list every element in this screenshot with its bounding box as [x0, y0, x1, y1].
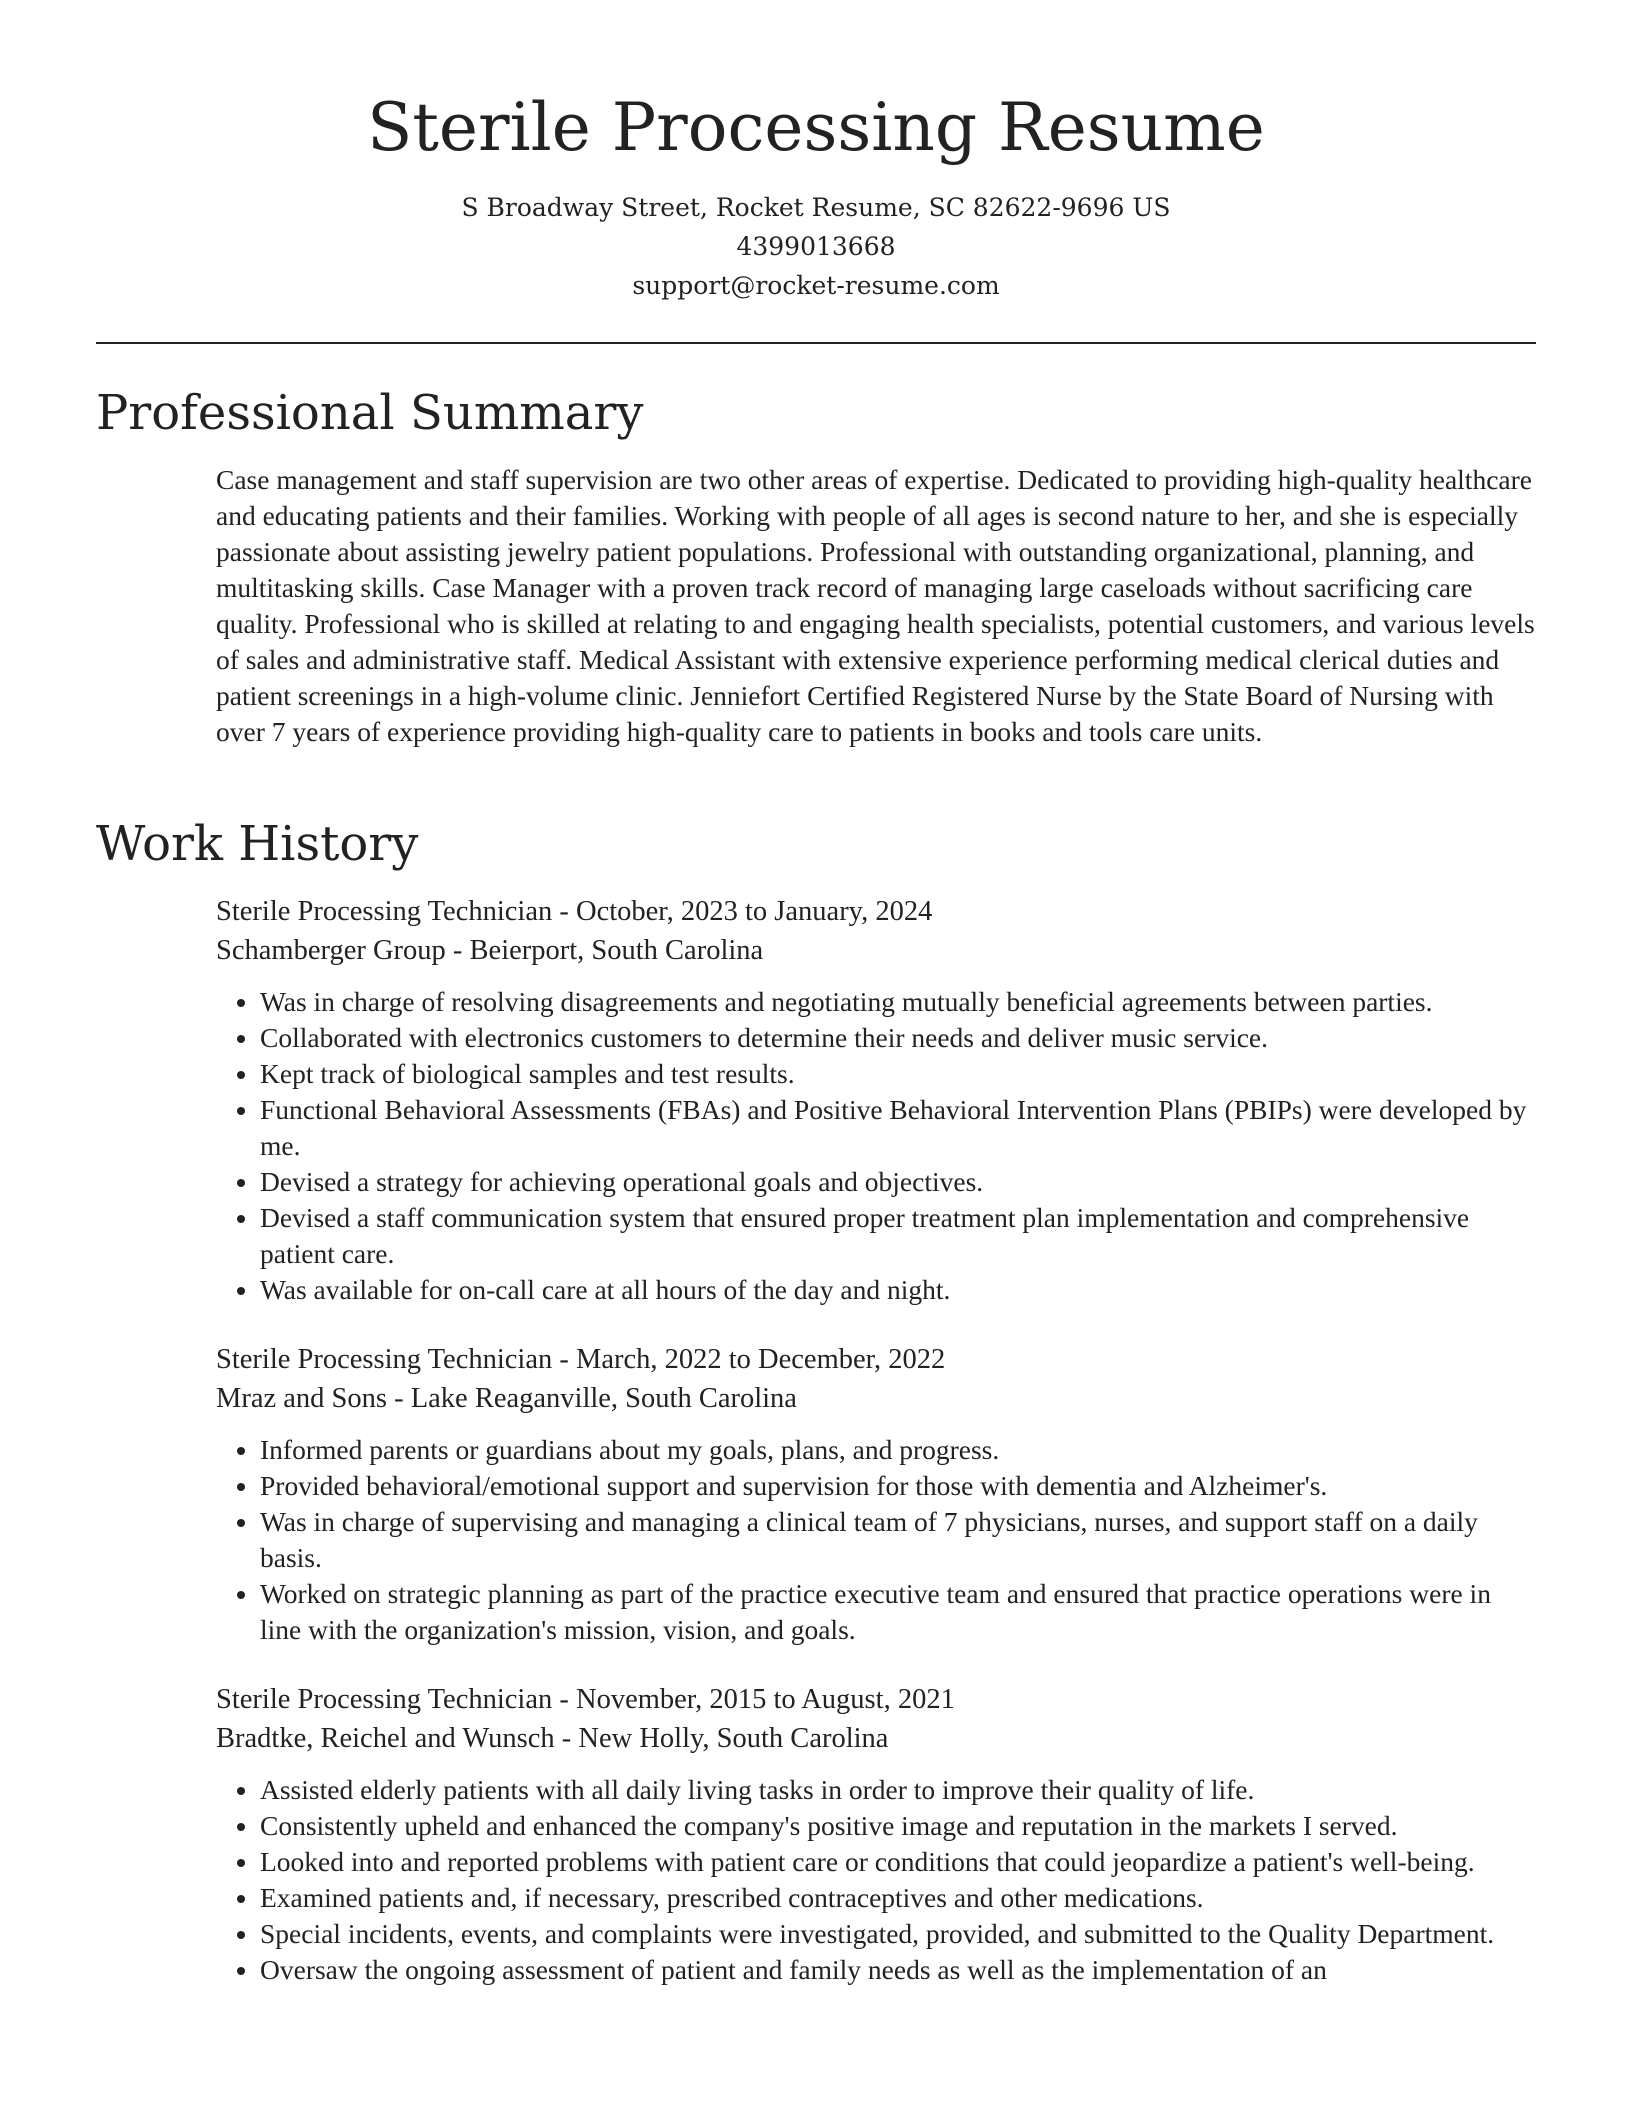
- work-history-heading: Work History: [96, 816, 419, 872]
- summary-heading: Professional Summary: [96, 385, 644, 441]
- duty-item: • Functional Behavioral Assessments (FBAs) and Positive Behavioral Intervention Plans (PBIPs) were developed by me.: [260, 1092, 1536, 1164]
- duty-item: • Provided behavioral/emotional support and supervision for those with dementia and Alzheimer's.: [260, 1468, 1536, 1504]
- job-separator: -: [445, 935, 470, 966]
- job-entry: [216, 892, 1536, 1308]
- job-duties: [216, 984, 1536, 1308]
- job-dates: March, 2022 to December, 2022: [575, 1344, 946, 1375]
- job-duties: [216, 1772, 1536, 1988]
- job-separator: -: [386, 1383, 411, 1414]
- duty-item: • Consistently upheld and enhanced the company's positive image and reputation in the markets I served.: [260, 1808, 1536, 1844]
- resume-header: [96, 84, 1536, 305]
- job-title: Sterile Processing Technician: [216, 1684, 553, 1715]
- job-employer-line: [216, 1719, 1536, 1758]
- job-location: New Holly, South Carolina: [578, 1723, 889, 1754]
- duty-item: • Was in charge of supervising and managing a clinical team of 7 physicians, nurses, and support staff on a daily basis.: [260, 1504, 1536, 1576]
- duty-item: • Devised a staff communication system that ensured proper treatment plan implementation and comprehensive patient care.: [260, 1200, 1536, 1272]
- duty-item: • Devised a strategy for achieving operational goals and objectives.: [260, 1164, 1536, 1200]
- duty-item: • Informed parents or guardians about my goals, plans, and progress.: [260, 1432, 1536, 1468]
- job-entry: [216, 1680, 1536, 1988]
- job-separator: -: [552, 1684, 576, 1715]
- job-location: Lake Reaganville, South Carolina: [410, 1383, 797, 1414]
- job-dates: November, 2015 to August, 2021: [575, 1684, 955, 1715]
- job-title: Sterile Processing Technician: [216, 896, 553, 927]
- job-title-line: [216, 1340, 1536, 1379]
- job-employer-line: [216, 931, 1536, 970]
- duty-item: • Looked into and reported problems with patient care or conditions that could jeopardize a patient's well-being.: [260, 1844, 1536, 1880]
- duty-item: • Was in charge of resolving disagreements and negotiating mutually beneficial agreements between parties.: [260, 984, 1536, 1020]
- contact-address: S Broadway Street, Rocket Resume, SC 82622-9696 US: [461, 193, 1171, 222]
- resume-title: Sterile Processing Resume: [367, 89, 1265, 166]
- job-separator: -: [552, 896, 576, 927]
- job-employer: Schamberger Group: [216, 935, 446, 966]
- job-employer-line: [216, 1379, 1536, 1418]
- work-history-list: [216, 892, 1536, 2020]
- duty-item: • Collaborated with electronics customers to determine their needs and deliver music service.: [260, 1020, 1536, 1056]
- job-title: Sterile Processing Technician: [216, 1344, 553, 1375]
- job-duties: [216, 1432, 1536, 1648]
- job-employer: Mraz and Sons: [216, 1383, 387, 1414]
- header-divider: [96, 342, 1536, 344]
- summary-text: Case management and staff supervision are two other areas of expertise. Dedicated to providing high-quality healthcare and educating patients and their families. Working with people of all ages is second nature to her, and she is especially passionate about assisting jewelry patient populations. Professional with outstanding organizational, planning, and multitasking skills. Case Manager with a proven track record of managing large caseloads without sacrificing care quality. Professional who is skilled at relating to and engaging health specialists, potential customers, and various levels of sales and administrative staff. Medical Assistant with extensive experience performing medical clerical duties and patient screenings in a high-volume clinic. Jenniefort Certified Registered Nurse by the State Board of Nursing with over 7 years of experience providing high-quality care to patients in books and tools care units.: [216, 464, 1535, 747]
- job-entry: [216, 1340, 1536, 1648]
- duty-item: • Worked on strategic planning as part of the practice executive team and ensured that practice operations were in line with the organization's mission, vision, and goals.: [260, 1576, 1536, 1648]
- job-title-line: [216, 1680, 1536, 1719]
- job-separator: -: [552, 1344, 576, 1375]
- job-employer: Bradtke, Reichel and Wunsch: [216, 1723, 555, 1754]
- contact-email: support@rocket-resume.com: [632, 271, 1000, 300]
- duty-item: • Kept track of biological samples and test results.: [260, 1056, 1536, 1092]
- duty-item: • Special incidents, events, and complaints were investigated, provided, and submitted to the Quality Department.: [260, 1916, 1536, 1952]
- duty-item: • Assisted elderly patients with all daily living tasks in order to improve their quality of life.: [260, 1772, 1536, 1808]
- duty-item: • Examined patients and, if necessary, prescribed contraceptives and other medications.: [260, 1880, 1536, 1916]
- contact-phone: 4399013668: [736, 232, 896, 261]
- job-title-line: [216, 892, 1536, 931]
- job-location: Beierport, South Carolina: [469, 935, 764, 966]
- duty-item: • Was available for on-call care at all hours of the day and night.: [260, 1272, 1536, 1308]
- job-dates: October, 2023 to January, 2024: [575, 896, 933, 927]
- job-separator: -: [554, 1723, 579, 1754]
- duty-item: • Oversaw the ongoing assessment of patient and family needs as well as the implementation of an: [260, 1952, 1536, 1988]
